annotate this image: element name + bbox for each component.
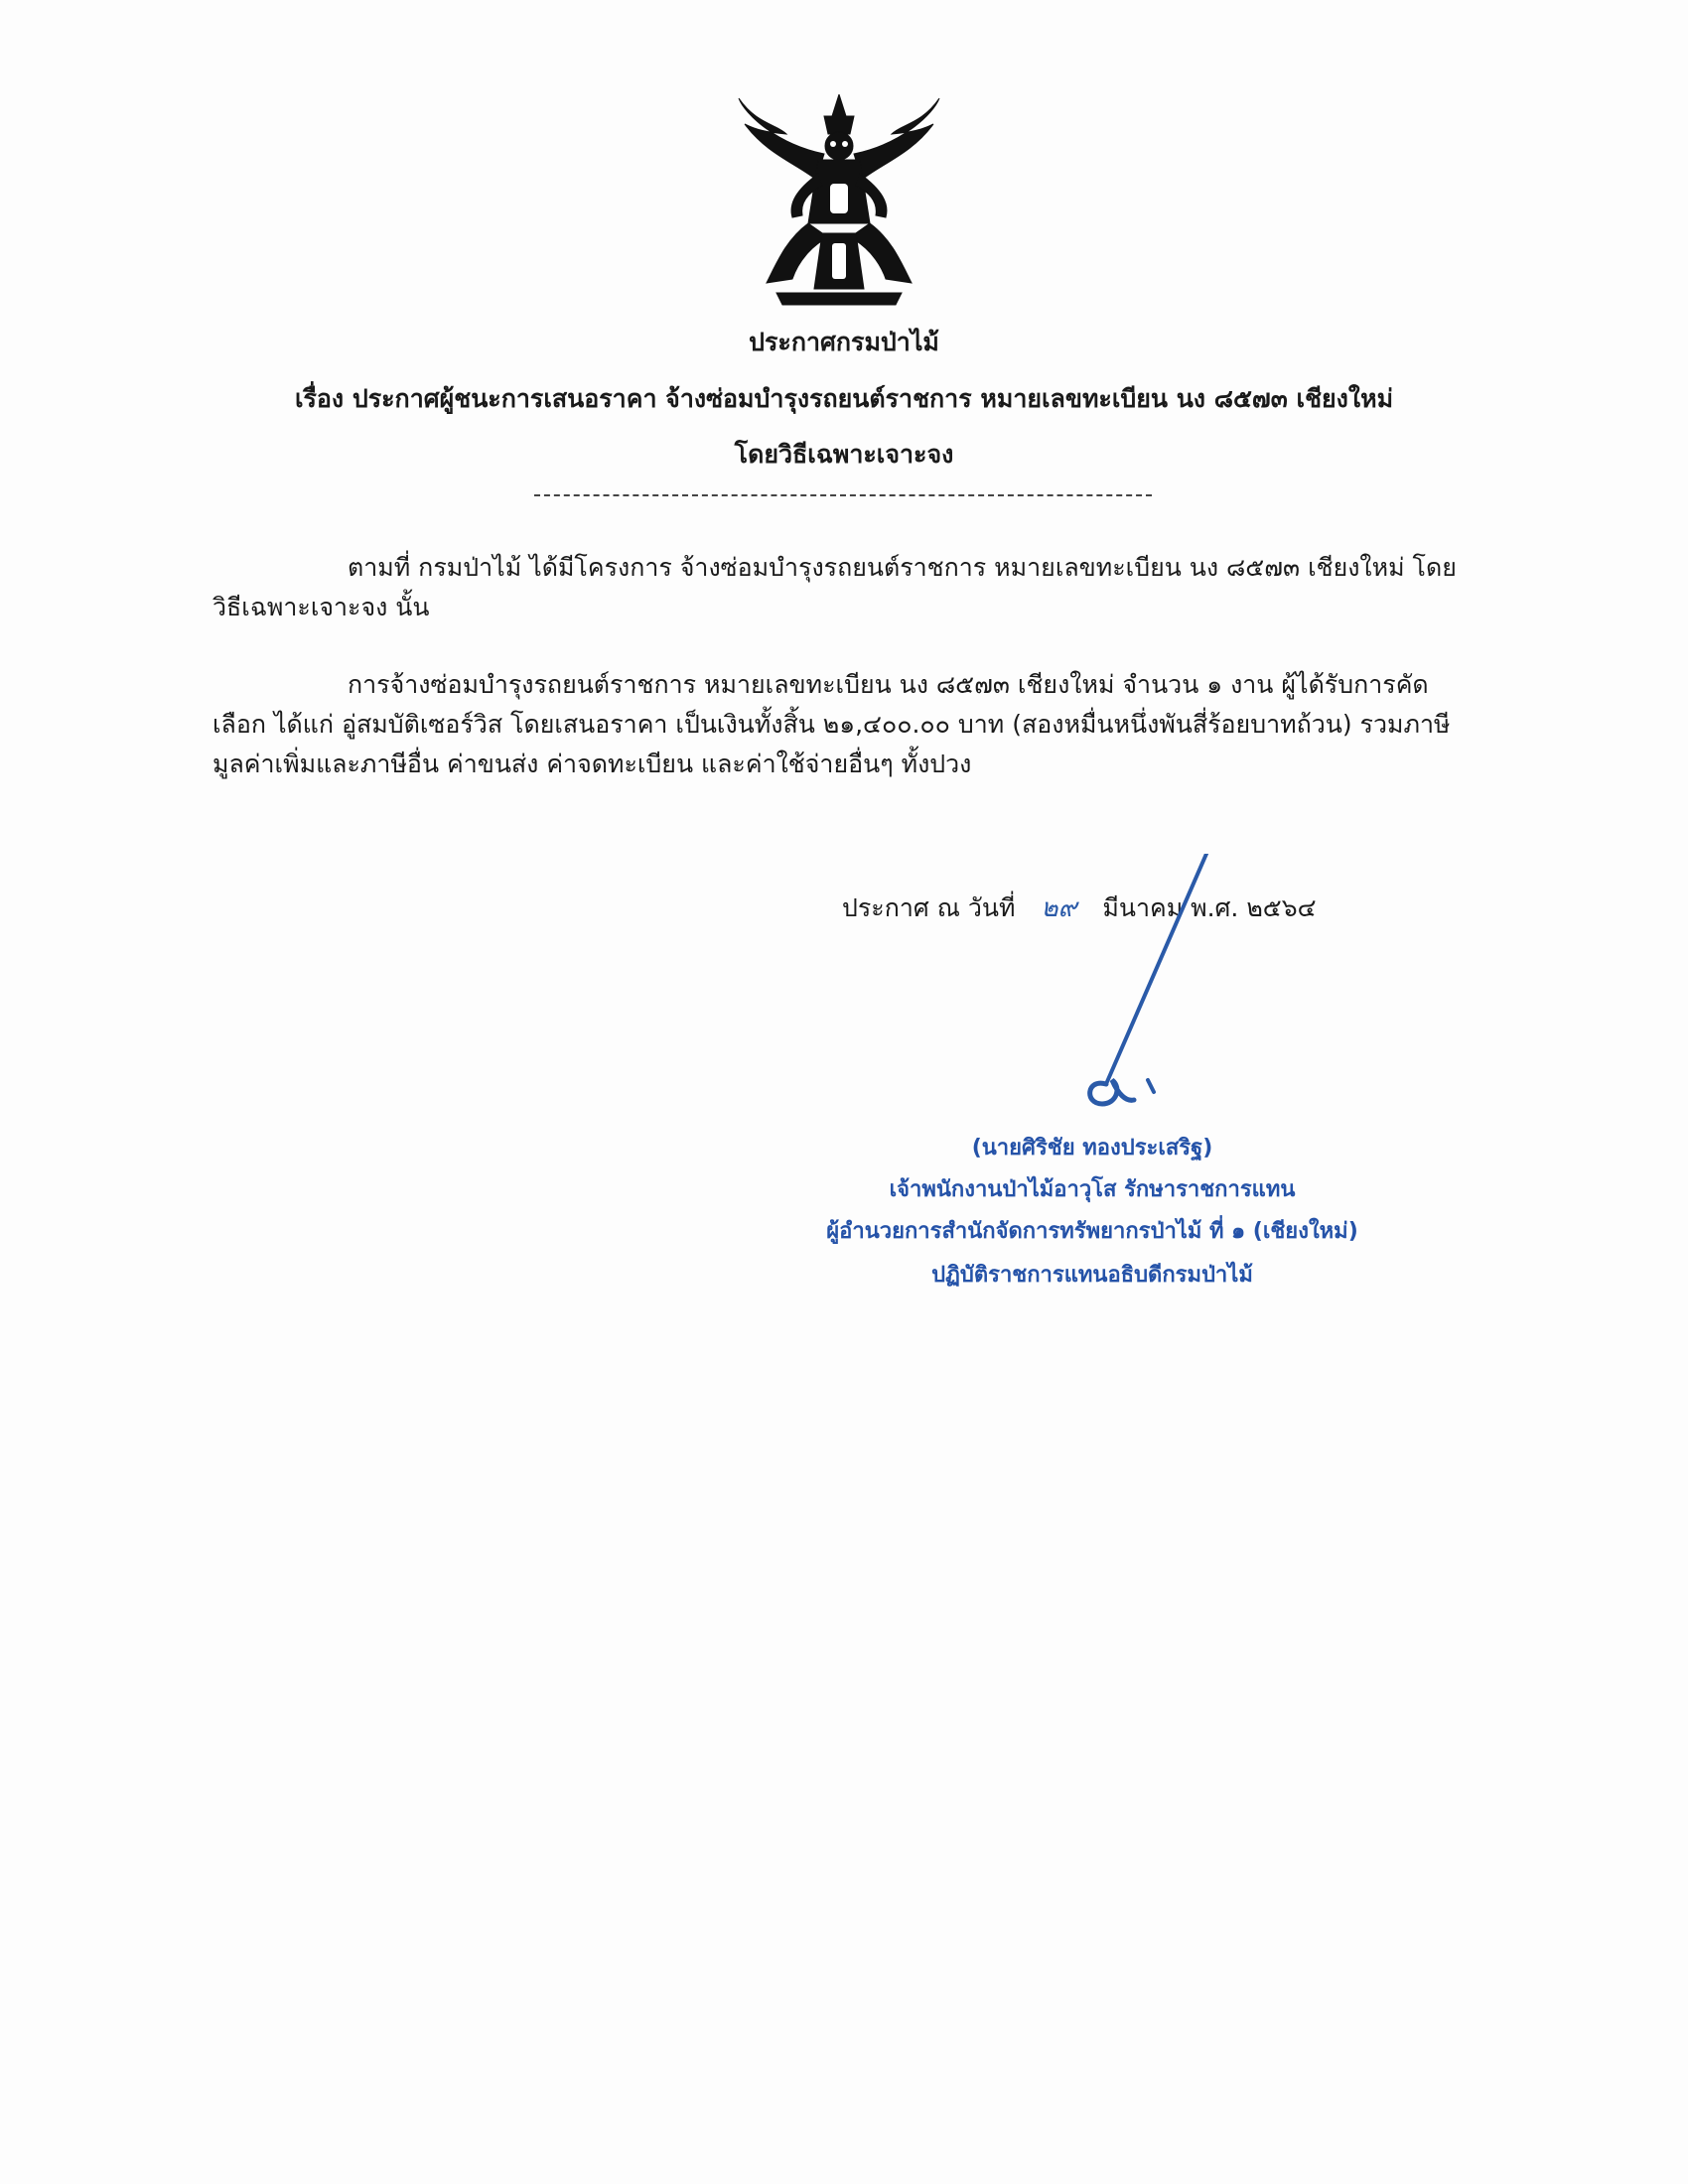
handwritten-day: ๒๙ bbox=[1041, 893, 1077, 923]
signer-name: (นายศิริชัย ทองประเสริฐ) bbox=[971, 1136, 1213, 1160]
date-prefix: ประกาศ ณ วันที่ bbox=[842, 893, 1016, 922]
announcement-date bbox=[842, 888, 1317, 928]
garuda-emblem bbox=[737, 94, 941, 313]
date-month-year: มีนาคม พ.ศ. ๒๕๖๔ bbox=[1102, 893, 1317, 922]
paragraph-2: การจ้างซ่อมบำรุงรถยนต์ราชการ หมายเลขทะเบียน นง ๘๕๗๓ เชียงใหม่ จำนวน ๑ งาน ผู้ได้รับการคัดเลือก ได้แก่ อู่สมบัติเซอร์วิส โดยเสนอราคา เป็นเงินทั้งสิ้น ๒๑,๔๐๐.๐๐ บาท (สองหมื่นหนึ่งพันสี่ร้อยบาทถ้วน) รวมภาษีมูลค่าเพิ่มและภาษีอื่น ค่าขนส่ง ค่าจดทะเบียน และค่าใช้จ่ายอื่นๆ ทั้งปวง bbox=[212, 670, 1451, 778]
signer-position-3: ปฏิบัติราชการแทนอธิบดีกรมป่าไม้ bbox=[931, 1263, 1253, 1288]
signer-position-1: เจ้าพนักงานป่าไม้อาวุโส รักษาราชการแทน bbox=[889, 1177, 1296, 1202]
signer-position-2: ผู้อำนวยการสำนักจัดการทรัพยากรป่าไม้ ที่ ๑ (เชียงใหม่) bbox=[826, 1219, 1358, 1244]
dashed-divider bbox=[534, 494, 1152, 496]
subject-line-2: โดยวิธีเฉพาะเจาะจง bbox=[734, 440, 954, 469]
document-title: ประกาศกรมป่าไม้ bbox=[749, 328, 939, 356]
paragraph-1: ตามที่ กรมป่าไม้ ได้มีโครงการ จ้างซ่อมบำรุงรถยนต์ราชการ หมายเลขทะเบียน นง ๘๕๗๓ เชียงใหม่ โดยวิธีเฉพาะเจาะจง นั้น bbox=[212, 553, 1457, 621]
subject-line-1: เรื่อง ประกาศผู้ชนะการเสนอราคา จ้างซ่อมบำรุงรถยนต์ราชการ หมายเลขทะเบียน นง ๘๕๗๓ เชียงใหม่ bbox=[294, 384, 1394, 413]
